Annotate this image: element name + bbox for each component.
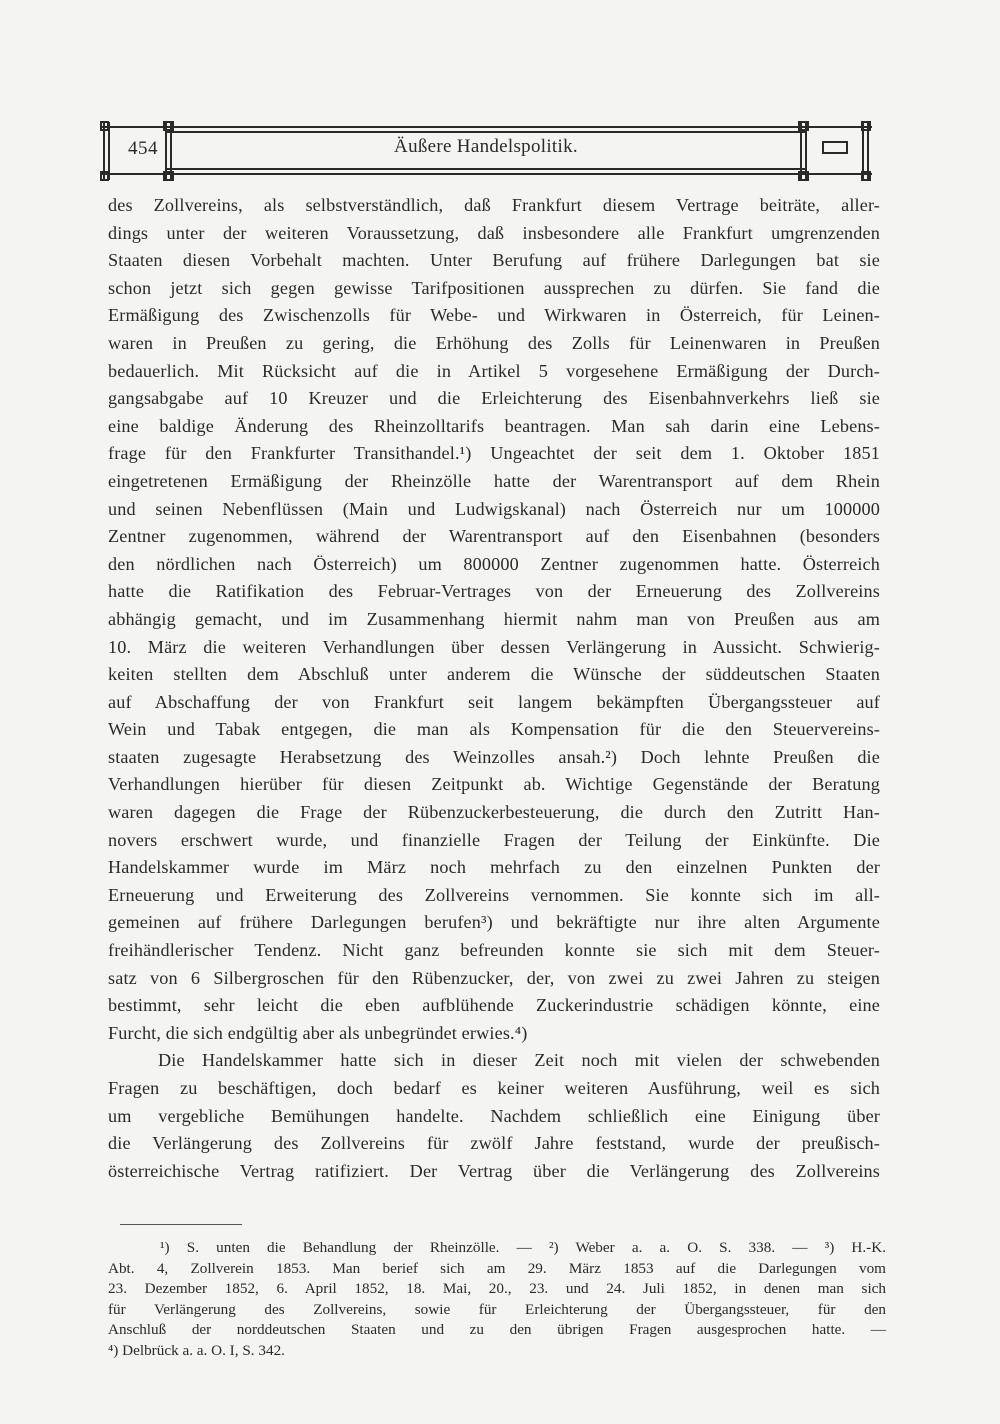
footnote-line: ¹) S. unten die Behandlung der Rheinzölle. — ²) Weber a. a. O. S. 338. — ³) H.-K. bbox=[160, 1239, 886, 1256]
footnote-line: ⁴) Delbrück a. a. O. I, S. 342. bbox=[108, 1341, 285, 1359]
footnote-separator bbox=[120, 1224, 242, 1225]
body-line: den nördlichen nach Österreich) um 800000 Zentner zugenommen hatte. Österreich bbox=[108, 553, 880, 574]
body-line: um vergebliche Bemühungen handelte. Nachdem schließlich eine Einigung über bbox=[108, 1105, 880, 1126]
body-line: Verhandlungen hierüber für diesen Zeitpunkt ab. Wichtige Gegenstände der Beratung bbox=[108, 774, 880, 795]
footnotes bbox=[108, 1238, 886, 1362]
body-line: eine baldige Änderung des Rheinzolltarifs beantragen. Man sah darin eine Lebens- bbox=[108, 415, 880, 436]
body-line: keiten stellten dem Abschluß unter anderem die Wünsche der süddeutschen Staaten bbox=[108, 664, 880, 685]
body-line: schon jetzt sich gegen gewisse Tarifpositionen aussprechen zu dürfen. Sie fand die bbox=[108, 277, 880, 298]
body-line: hatte die Ratifikation des Februar-Vertrages von der Erneuerung des Zollvereins bbox=[108, 581, 880, 602]
body-line: Zentner zugenommen, während der Warentransport auf den Eisenbahnen (besonders bbox=[108, 526, 880, 547]
body-line: gangsabgabe auf 10 Kreuzer und die Erleichterung des Eisenbahnverkehrs ließ sie bbox=[108, 388, 880, 409]
body-line: auf Abschaffung der von Frankfurt seit langem bekämpften Übergangssteuer auf bbox=[108, 691, 880, 712]
body-line: Fragen zu beschäftigen, doch bedarf es keiner weiteren Ausführung, weil es sich bbox=[108, 1078, 880, 1098]
body-line: waren in Preußen zu gering, die Erhöhung des Zolls für Leinenwaren in Preußen bbox=[108, 332, 880, 353]
body-line: die Verlängerung des Zollvereins für zwölf Jahre feststand, wurde der preußisch- bbox=[108, 1133, 880, 1154]
body-line: des Zollvereins, als selbstverständlich, daß Frankfurt diesem Vertrage beiträte, aller- bbox=[108, 195, 880, 215]
footnote-line: Abt. 4, Zollverein 1853. Man berief sich am 29. März 1853 auf die Darlegungen vom bbox=[108, 1259, 886, 1277]
body-line: freihändlerischer Tendenz. Nicht ganz befreunden konnte sie sich mit dem Steuer- bbox=[108, 940, 880, 961]
body-line: frage für den Frankfurter Transithandel.¹) Ungeachtet der seit dem 1. Oktober 1851 bbox=[108, 443, 880, 464]
body-line: Erneuerung und Erweiterung des Zollvereins vernommen. Sie konnte sich im all- bbox=[108, 884, 880, 905]
body-line: gemeinen auf frühere Darlegungen berufen³) und bekräftigte nur ihre alten Argumente bbox=[108, 912, 880, 933]
page-number: 454 bbox=[128, 138, 158, 159]
body-line: und seinen Nebenflüssen (Main und Ludwigskanal) nach Österreich nur um 100000 bbox=[108, 498, 880, 519]
footnote-line: für Verlängerung des Zollvereins, sowie für Erleichterung der Übergangssteuer, für den bbox=[108, 1300, 886, 1318]
body-line: novers erschwert wurde, und finanzielle Fragen der Teilung der Einkünfte. Die bbox=[108, 829, 880, 850]
body-line: eingetretenen Ermäßigung der Rheinzölle hatte der Warentransport auf dem Rhein bbox=[108, 470, 880, 491]
body-text bbox=[108, 192, 880, 1185]
body-line-paragraph-start: Die Handelskammer hatte sich in dieser Zeit noch mit vielen der schwebenden bbox=[158, 1050, 880, 1071]
body-line: Handelskammer wurde im März noch mehrfach zu den einzelnen Punkten der bbox=[108, 857, 880, 878]
body-line: satz von 6 Silbergroschen für den Rübenzucker, der, von zwei zu zwei Jahren zu steigen bbox=[108, 967, 880, 988]
body-line: Wein und Tabak entgegen, die man als Kompensation für die den Steuervereins- bbox=[108, 719, 880, 740]
body-line: Staaten diesen Vorbehalt machten. Unter Berufung auf frühere Darlegungen bat sie bbox=[108, 250, 880, 271]
body-line: abhängig gemacht, und im Zusammenhang hiermit nahm man von Preußen aus am bbox=[108, 608, 880, 629]
body-line: bestimmt, sehr leicht die eben aufblühende Zuckerindustrie schädigen könnte, eine bbox=[108, 995, 880, 1016]
body-line: bedauerlich. Mit Rücksicht auf die in Artikel 5 vorgesehene Ermäßigung der Durch- bbox=[108, 360, 880, 381]
running-head-title: Äußere Handelspolitik. bbox=[394, 136, 578, 157]
body-line: dings unter der weiteren Voraussetzung, daß insbesondere alle Frankfurt umgrenzenden bbox=[108, 222, 880, 243]
footnote-line: Anschluß der norddeutschen Staaten und zu den übrigen Fragen ausgesprochen hatte. — bbox=[108, 1321, 886, 1339]
body-line: waren dagegen die Frage der Rübenzuckerbesteuerung, die durch den Zutritt Han- bbox=[108, 802, 880, 823]
body-line: österreichische Vertrag ratifiziert. Der Vertrag über die Verlängerung des Zollvereins bbox=[108, 1160, 880, 1181]
body-line: Furcht, die sich endgültig aber als unbegründet erwies.⁴) bbox=[108, 1022, 528, 1043]
body-line: Ermäßigung des Zwischenzolls für Webe- und Wirkwaren in Österreich, für Leinen- bbox=[108, 305, 880, 326]
body-line: 10. März die weiteren Verhandlungen über dessen Verlängerung in Aussicht. Schwierig- bbox=[108, 636, 880, 657]
body-line: staaten zugesagte Herabsetzung des Weinzolles ansah.²) Doch lehnte Preußen die bbox=[108, 746, 880, 767]
footnote-line: 23. Dezember 1852, 6. April 1852, 18. Mai, 20., 23. und 24. Juli 1852, in denen man sich bbox=[108, 1280, 886, 1298]
